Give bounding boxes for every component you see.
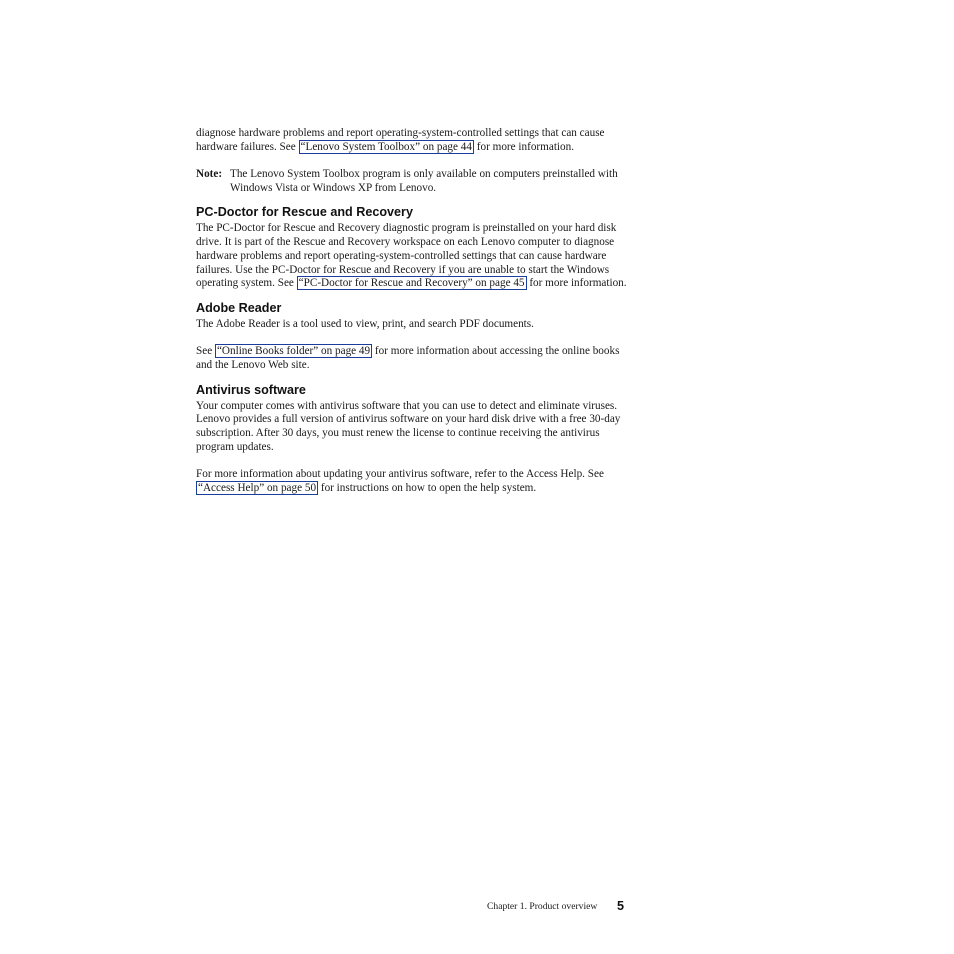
footer-chapter: Chapter 1. Product overview [487, 901, 598, 912]
intro-paragraph [196, 127, 628, 154]
antivirus-text-end: for instructions on how to open the help system. [318, 481, 537, 494]
pc-doctor-text: The PC-Doctor for Rescue and Recovery diagnostic program is preinstalled on your hard disk drive. It is part of the Rescue and Recovery workspace on each Lenovo computer to diagnose hardware problems and report operating-system-controlled settings that can cause hardware failures. Use the PC-Doctor for Rescue and Recovery if you are unable to start the Windows operating system. See [196, 222, 617, 290]
antivirus-heading: Antivirus software [196, 382, 306, 397]
note-label: Note: [196, 168, 223, 180]
antivirus-paragraph-1: Your computer comes with antivirus software that you can use to detect and eliminate viruses. Lenovo provides a full version of antivirus software on your hard disk drive with a free 30-day subscription. After 30 days, you must renew the license to continue receiving the antivirus program updates. [196, 399, 621, 453]
pc-doctor-link[interactable]: “PC-Doctor for Rescue and Recovery” on page 45 [298, 277, 525, 290]
adobe-reader-heading: Adobe Reader [196, 300, 282, 315]
intro-text-end: for more information. [473, 140, 575, 153]
adobe-text: See [196, 345, 215, 358]
adobe-reader-paragraph-2 [196, 345, 628, 372]
online-books-folder-link[interactable]: “Online Books folder” on page 49 [216, 345, 371, 358]
pc-doctor-heading: PC-Doctor for Rescue and Recovery [196, 205, 413, 220]
intro-text: diagnose hardware problems and report operating-system-controlled settings that can cause hardware failures. See [196, 127, 605, 153]
lenovo-system-toolbox-link[interactable]: “Lenovo System Toolbox” on page 44 [300, 140, 472, 153]
adobe-text-end: for more information about accessing the online books and the Lenovo Web site. [196, 345, 620, 371]
adobe-reader-paragraph-1: The Adobe Reader is a tool used to view, print, and search PDF documents. [196, 317, 534, 330]
page-content [196, 127, 628, 495]
access-help-link[interactable]: “Access Help” on page 50 [198, 481, 317, 494]
pc-doctor-paragraph [196, 222, 628, 291]
page-number: 5 [617, 899, 625, 913]
note-block [196, 168, 628, 195]
antivirus-text: For more information about updating your antivirus software, refer to the Access Help. See [196, 468, 604, 481]
note-text: The Lenovo System Toolbox program is only available on computers preinstalled with Windows Vista or Windows XP from Lenovo. [230, 168, 618, 194]
pc-doctor-text-end: for more information. [526, 277, 627, 290]
antivirus-paragraph-2 [196, 468, 628, 495]
